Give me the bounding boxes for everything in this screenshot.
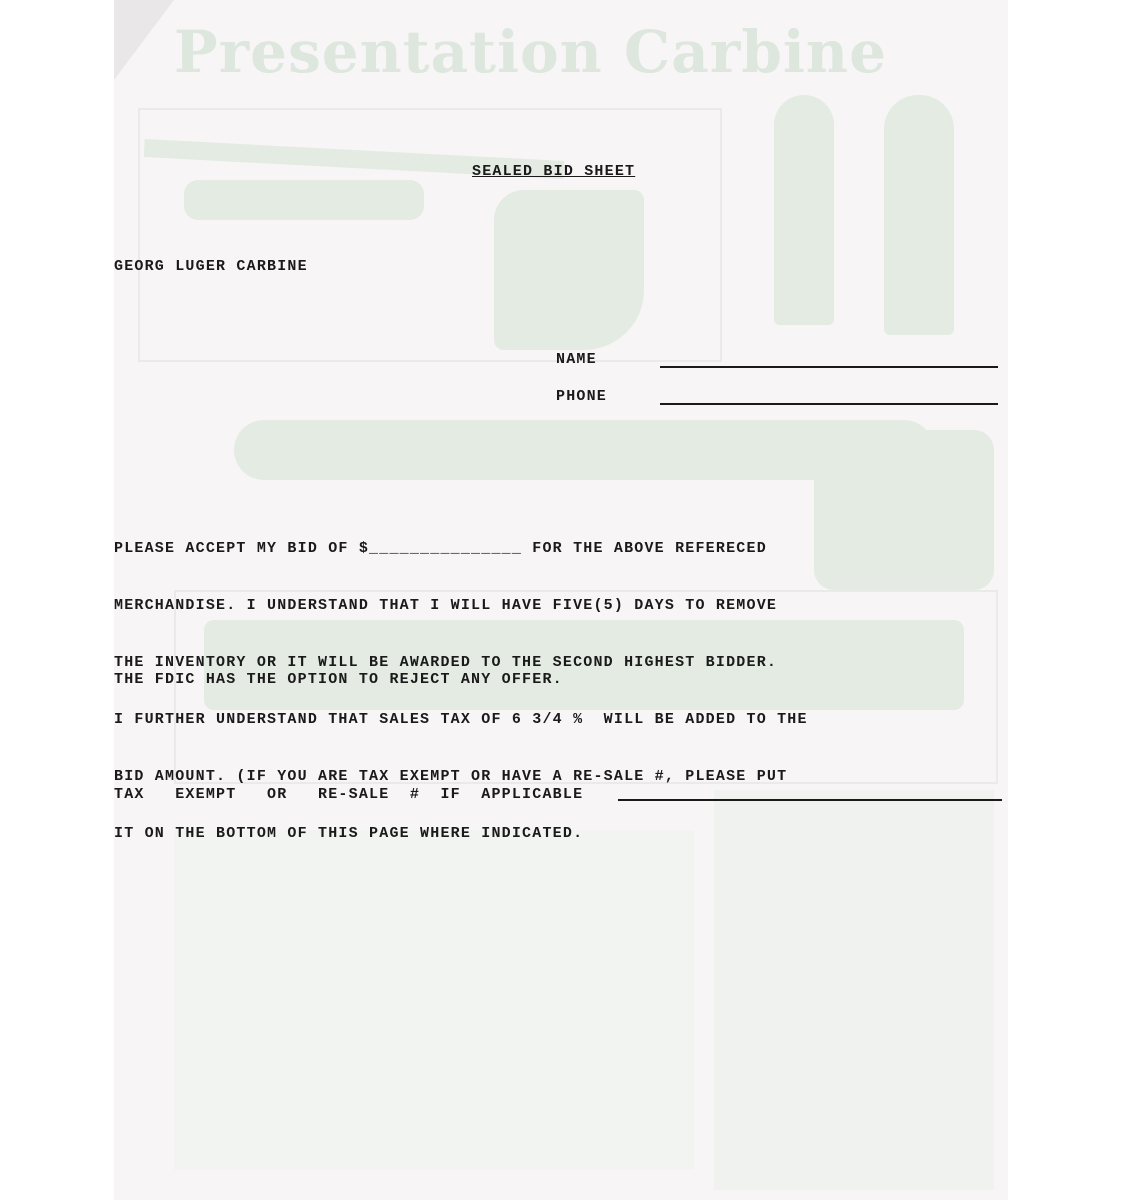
background-pistol-large — [814, 430, 994, 590]
bid-line-3: THE INVENTORY OR IT WILL BE AWARDED TO THE SECOND HIGHEST BIDDER. — [114, 654, 778, 671]
bid-line-2: MERCHANDISE. I UNDERSTAND THAT I WILL HAVE FIVE(5) DAYS TO REMOVE — [114, 597, 778, 614]
background-cartridge-right — [884, 95, 954, 335]
phone-label: PHONE — [556, 388, 608, 405]
item-name: GEORG LUGER CARBINE — [114, 258, 308, 275]
background-title: Presentation Carbine — [174, 18, 887, 86]
name-label: NAME — [556, 351, 597, 368]
sheet-heading: SEALED BID SHEET — [472, 163, 636, 180]
tax-exempt-label: TAX EXEMPT OR RE-SALE # IF APPLICABLE — [114, 786, 584, 803]
fdic-note: THE FDIC HAS THE OPTION TO REJECT ANY OFFER. — [114, 671, 563, 688]
bid-line-6: IT ON THE BOTTOM OF THIS PAGE WHERE INDICATED. — [114, 825, 584, 842]
bid-sheet-page — [114, 0, 1008, 1200]
bid-line-4: I FURTHER UNDERSTAND THAT SALES TAX OF 6 3/4 % WILL BE ADDED TO THE — [114, 711, 808, 728]
background-cartridge-left — [774, 95, 834, 325]
tax-exempt-field[interactable] — [618, 799, 1002, 801]
folded-corner — [114, 0, 174, 80]
background-certificate — [174, 830, 694, 1170]
bid-line-5: BID AMOUNT. (IF YOU ARE TAX EXEMPT OR HAVE A RE-SALE #, PLEASE PUT — [114, 768, 788, 785]
name-field[interactable] — [660, 366, 998, 368]
background-pistol — [494, 190, 644, 350]
background-carbine-stock — [184, 180, 424, 220]
phone-field[interactable] — [660, 403, 998, 405]
bid-paragraph — [114, 501, 808, 881]
bid-line-1: PLEASE ACCEPT MY BID OF $_______________ FOR THE ABOVE REFERECED — [114, 540, 767, 557]
